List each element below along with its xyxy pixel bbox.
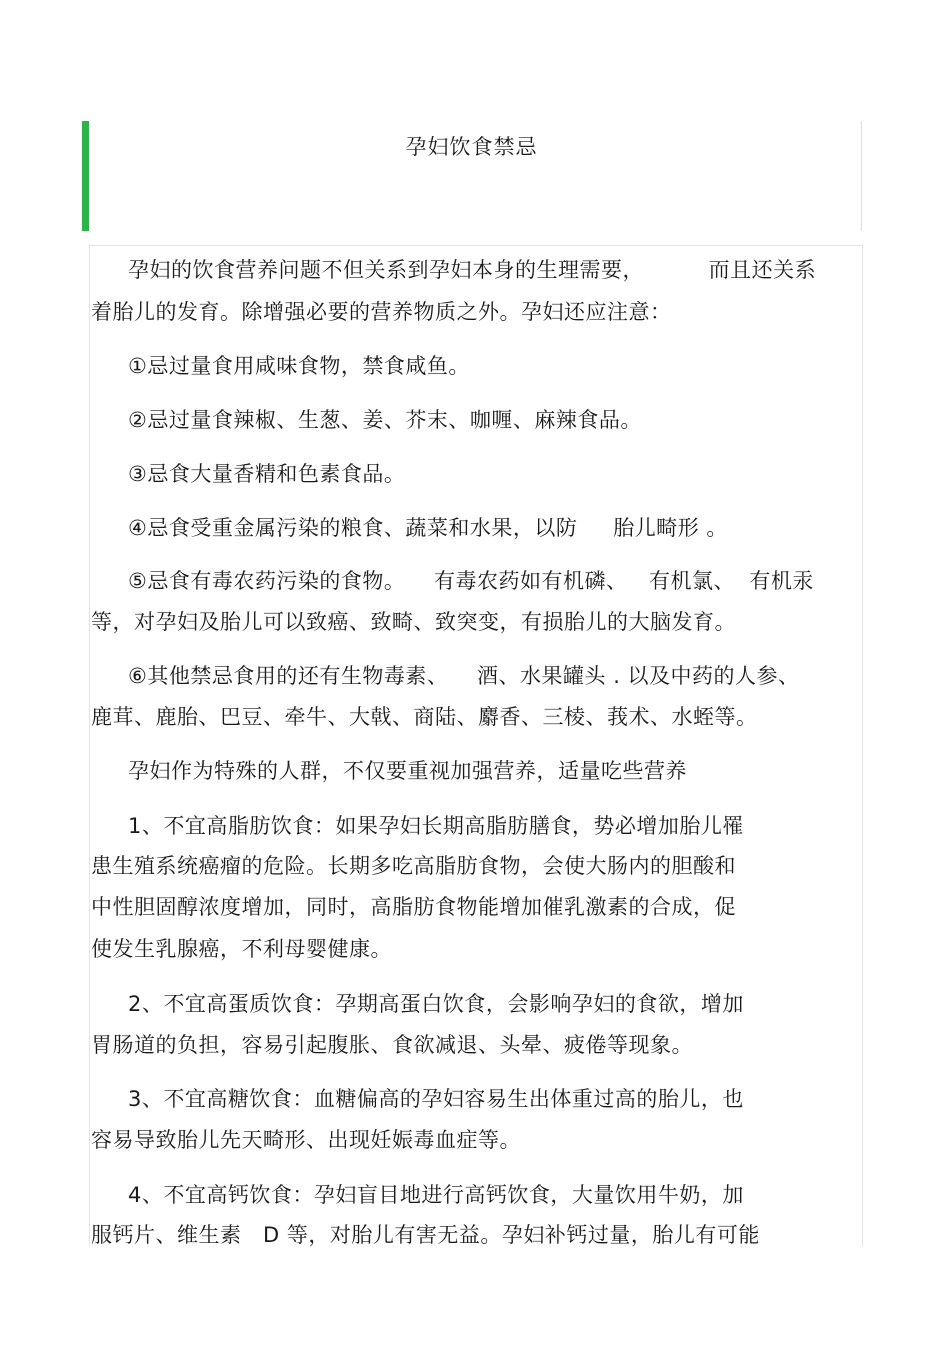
list-item: ③忌食大量香精和色素食品。 [128,462,406,486]
list-item: ④忌食受重金属污染的粮食、蔬菜和水果，以防 胎儿畸形 。 [128,516,728,540]
body-line: 中性胆固醇浓度增加，同时，高脂肪食物能增加催乳激素的合成，促 [91,895,736,919]
section-line: 2、不宜高蛋质饮食：孕期高蛋白饮食，会影响孕妇的食欲，增加 [128,992,744,1016]
body-line: 使发生乳腺癌，不利母婴健康。 [91,937,392,961]
section-line: 1、不宜高脂肪饮食：如果孕妇长期高脂肪膳食，势必增加胎儿罹 [128,814,744,838]
list-item: ⑥其他禁忌食用的还有生物毒素、 酒、水果罐头 . 以及中药的人参、 [128,664,800,688]
body-line: 等，对孕妇及胎儿可以致癌、致畸、致突变，有损胎儿的大脑发育。 [91,610,736,634]
section-line: 3、不宜高糖饮食：血糖偏高的孕妇容易生出体重过高的胎儿，也 [128,1087,744,1111]
body-line: 患生殖系统癌瘤的危险。长期多吃高脂肪食物，会使大肠内的胆酸和 [91,854,736,878]
section-line: 4、不宜高钙饮食：孕妇盲目地进行高钙饮食，大量饮用牛奶，加 [128,1183,744,1207]
body-line: 孕妇的饮食营养问题不但关系到孕妇本身的生理需要， 而且还关系 [128,258,817,282]
document-title: 孕妇饮食禁忌 [405,135,538,159]
body-line: 着胎儿的发育。除增强必要的营养物质之外。孕妇还应注意： [91,300,672,324]
list-item: ⑤忌食有毒农药污染的食物。 有毒农药如有机磷、 有机氯、 有机汞 [128,569,814,593]
body-line: 孕妇作为特殊的人群，不仅要重视加强营养，适量吃些营养 [128,759,687,783]
body-line: 服钙片、维生素 D 等，对胎儿有害无益。孕妇补钙过量，胎儿有可能 [91,1223,760,1247]
document-body [89,245,863,1246]
body-line: 容易导致胎儿先天畸形、出现妊娠毒血症等。 [91,1128,521,1152]
body-line: 鹿茸、鹿胎、巴豆、牵牛、大戟、商陆、麝香、三棱、莪术、水蛭等。 [91,705,758,729]
list-item: ②忌过量食辣椒、生葱、姜、芥末、咖喱、麻辣食品。 [128,408,642,432]
title-box [82,121,862,231]
list-item: ①忌过量食用咸味食物，禁食咸鱼。 [128,354,470,378]
body-line: 胃肠道的负担，容易引起腹胀、食欲减退、头晕、疲倦等现象。 [91,1033,693,1057]
